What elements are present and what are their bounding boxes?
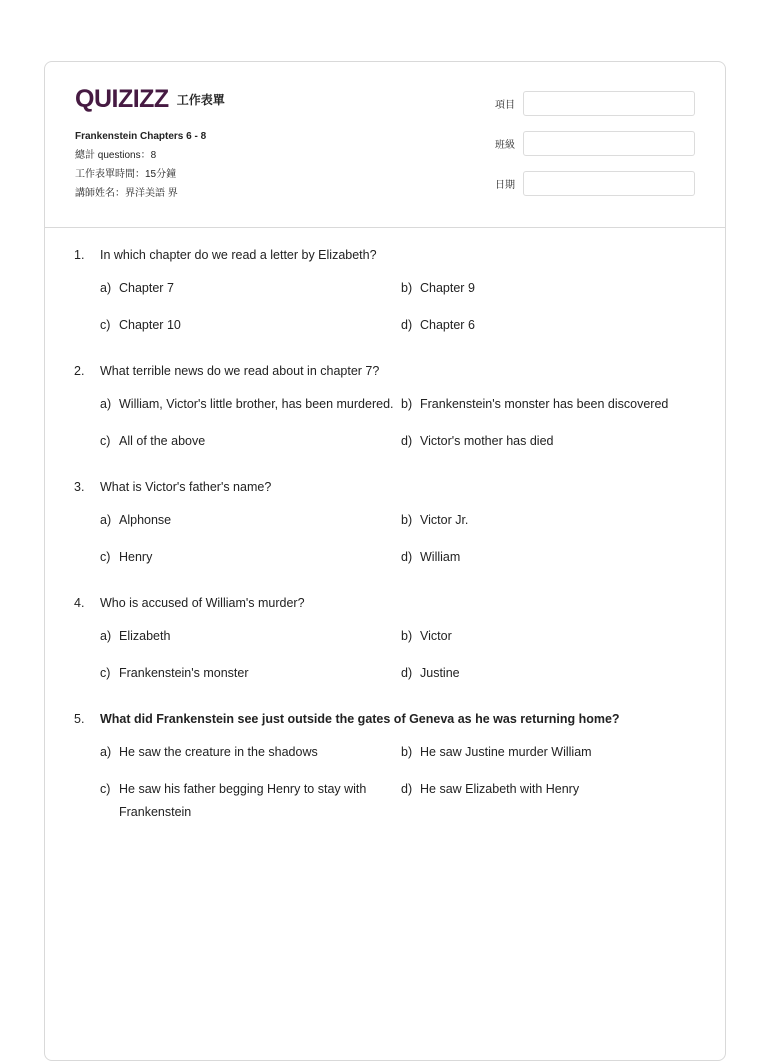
- question-text: In which chapter do we read a letter by Elizabeth?: [100, 248, 377, 262]
- answer-option[interactable]: [401, 662, 701, 685]
- answer-option[interactable]: [100, 277, 401, 300]
- total-questions: 總計 questions：8: [75, 150, 157, 161]
- field-label: 項目: [495, 100, 515, 111]
- option-text: He saw Elizabeth with Henry: [420, 782, 580, 796]
- answer-option[interactable]: [401, 741, 701, 764]
- answer-option[interactable]: [401, 778, 701, 824]
- option-letter: b): [401, 745, 413, 759]
- question-stem: [74, 711, 694, 727]
- answer-option[interactable]: [100, 509, 401, 532]
- option-letter: a): [100, 513, 112, 527]
- option-letter: b): [401, 513, 413, 527]
- option-text: Victor Jr.: [420, 513, 469, 527]
- option-letter: c): [100, 434, 111, 448]
- answer-option[interactable]: [100, 314, 401, 337]
- quiz-title: Frankenstein Chapters 6 - 8: [75, 131, 207, 142]
- question-stem: [74, 363, 694, 379]
- field-label: 班級: [495, 140, 515, 151]
- answer-options: [100, 393, 694, 453]
- answer-option[interactable]: [100, 741, 401, 764]
- field-label: 日期: [495, 180, 515, 191]
- answer-options: [100, 625, 694, 685]
- option-letter: d): [401, 666, 413, 680]
- option-letter: b): [401, 281, 413, 295]
- question-3: [74, 479, 694, 569]
- question-stem: [74, 479, 694, 495]
- question-number: 4.: [74, 596, 85, 610]
- answer-options: [100, 277, 694, 337]
- question-5: [74, 711, 694, 824]
- question-text: Who is accused of William's murder?: [100, 596, 305, 610]
- answer-option[interactable]: [401, 314, 701, 337]
- question-text: What is Victor's father's name?: [100, 480, 272, 494]
- option-text: Alphonse: [119, 513, 172, 527]
- answer-option[interactable]: [100, 430, 401, 453]
- option-letter: c): [100, 666, 111, 680]
- answer-option[interactable]: [100, 393, 401, 416]
- question-4: [74, 595, 694, 685]
- question-text: What did Frankenstein see just outside the gates of Geneva as he was returning home?: [100, 712, 620, 726]
- worksheet-time: 工作表單時間：15分鐘: [75, 169, 177, 180]
- option-letter: d): [401, 434, 413, 448]
- option-text: Chapter 6: [420, 318, 475, 332]
- field-row-class: [495, 131, 695, 156]
- option-text: William: [420, 550, 461, 564]
- question-number: 5.: [74, 712, 85, 726]
- option-letter: a): [100, 629, 112, 643]
- answer-option[interactable]: [100, 778, 401, 824]
- option-text: Chapter 10: [119, 318, 181, 332]
- question-stem: [74, 595, 694, 611]
- question-stem: [74, 247, 694, 263]
- quizizz-logo: QUIZIZZ: [75, 85, 169, 113]
- option-text: Victor's mother has died: [420, 434, 554, 448]
- class-input[interactable]: [523, 131, 695, 156]
- answer-options: [100, 509, 694, 569]
- answer-option[interactable]: [401, 546, 701, 569]
- quiz-meta: [75, 127, 206, 203]
- teacher-name: 講師姓名：界洋美語 界: [75, 188, 178, 199]
- worksheet-header: [45, 62, 725, 228]
- answer-option[interactable]: [401, 625, 701, 648]
- question-2: [74, 363, 694, 453]
- answer-option[interactable]: [401, 277, 701, 300]
- answer-options: [100, 741, 694, 824]
- option-letter: d): [401, 782, 413, 796]
- option-letter: d): [401, 550, 413, 564]
- answer-option[interactable]: [401, 393, 701, 416]
- question-number: 3.: [74, 480, 85, 494]
- answer-option[interactable]: [100, 546, 401, 569]
- field-row-date: [495, 171, 695, 196]
- answer-option[interactable]: [401, 430, 701, 453]
- option-text: Victor: [420, 629, 452, 643]
- option-letter: a): [100, 281, 112, 295]
- option-letter: b): [401, 397, 413, 411]
- item-input[interactable]: [523, 91, 695, 116]
- option-text: All of the above: [119, 434, 206, 448]
- option-text: He saw his father begging Henry to stay with Frankenstein: [119, 782, 367, 819]
- option-text: Frankenstein's monster has been discovered: [420, 397, 669, 411]
- worksheet-label: 工作表單: [176, 92, 225, 107]
- option-letter: a): [100, 745, 112, 759]
- question-text: What terrible news do we read about in chapter 7?: [100, 364, 380, 378]
- option-text: Justine: [420, 666, 460, 680]
- option-letter: a): [100, 397, 112, 411]
- option-text: Elizabeth: [119, 629, 171, 643]
- answer-option[interactable]: [100, 625, 401, 648]
- option-text: He saw Justine murder William: [420, 745, 592, 759]
- option-text: William, Victor's little brother, has been murdered.: [119, 397, 394, 411]
- option-text: Frankenstein's monster: [119, 666, 249, 680]
- answer-option[interactable]: [401, 509, 701, 532]
- question-1: [74, 247, 694, 337]
- option-letter: b): [401, 629, 413, 643]
- date-input[interactable]: [523, 171, 695, 196]
- logo-row: [75, 86, 225, 112]
- answer-option[interactable]: [100, 662, 401, 685]
- question-list: [74, 247, 694, 850]
- option-letter: c): [100, 318, 111, 332]
- option-text: Henry: [119, 550, 153, 564]
- option-letter: c): [100, 782, 111, 796]
- question-number: 2.: [74, 364, 85, 378]
- option-letter: d): [401, 318, 413, 332]
- option-text: Chapter 7: [119, 281, 174, 295]
- option-text: He saw the creature in the shadows: [119, 745, 318, 759]
- option-letter: c): [100, 550, 111, 564]
- question-number: 1.: [74, 248, 85, 262]
- field-row-item: [495, 91, 695, 116]
- option-text: Chapter 9: [420, 281, 475, 295]
- student-fields: [495, 91, 695, 211]
